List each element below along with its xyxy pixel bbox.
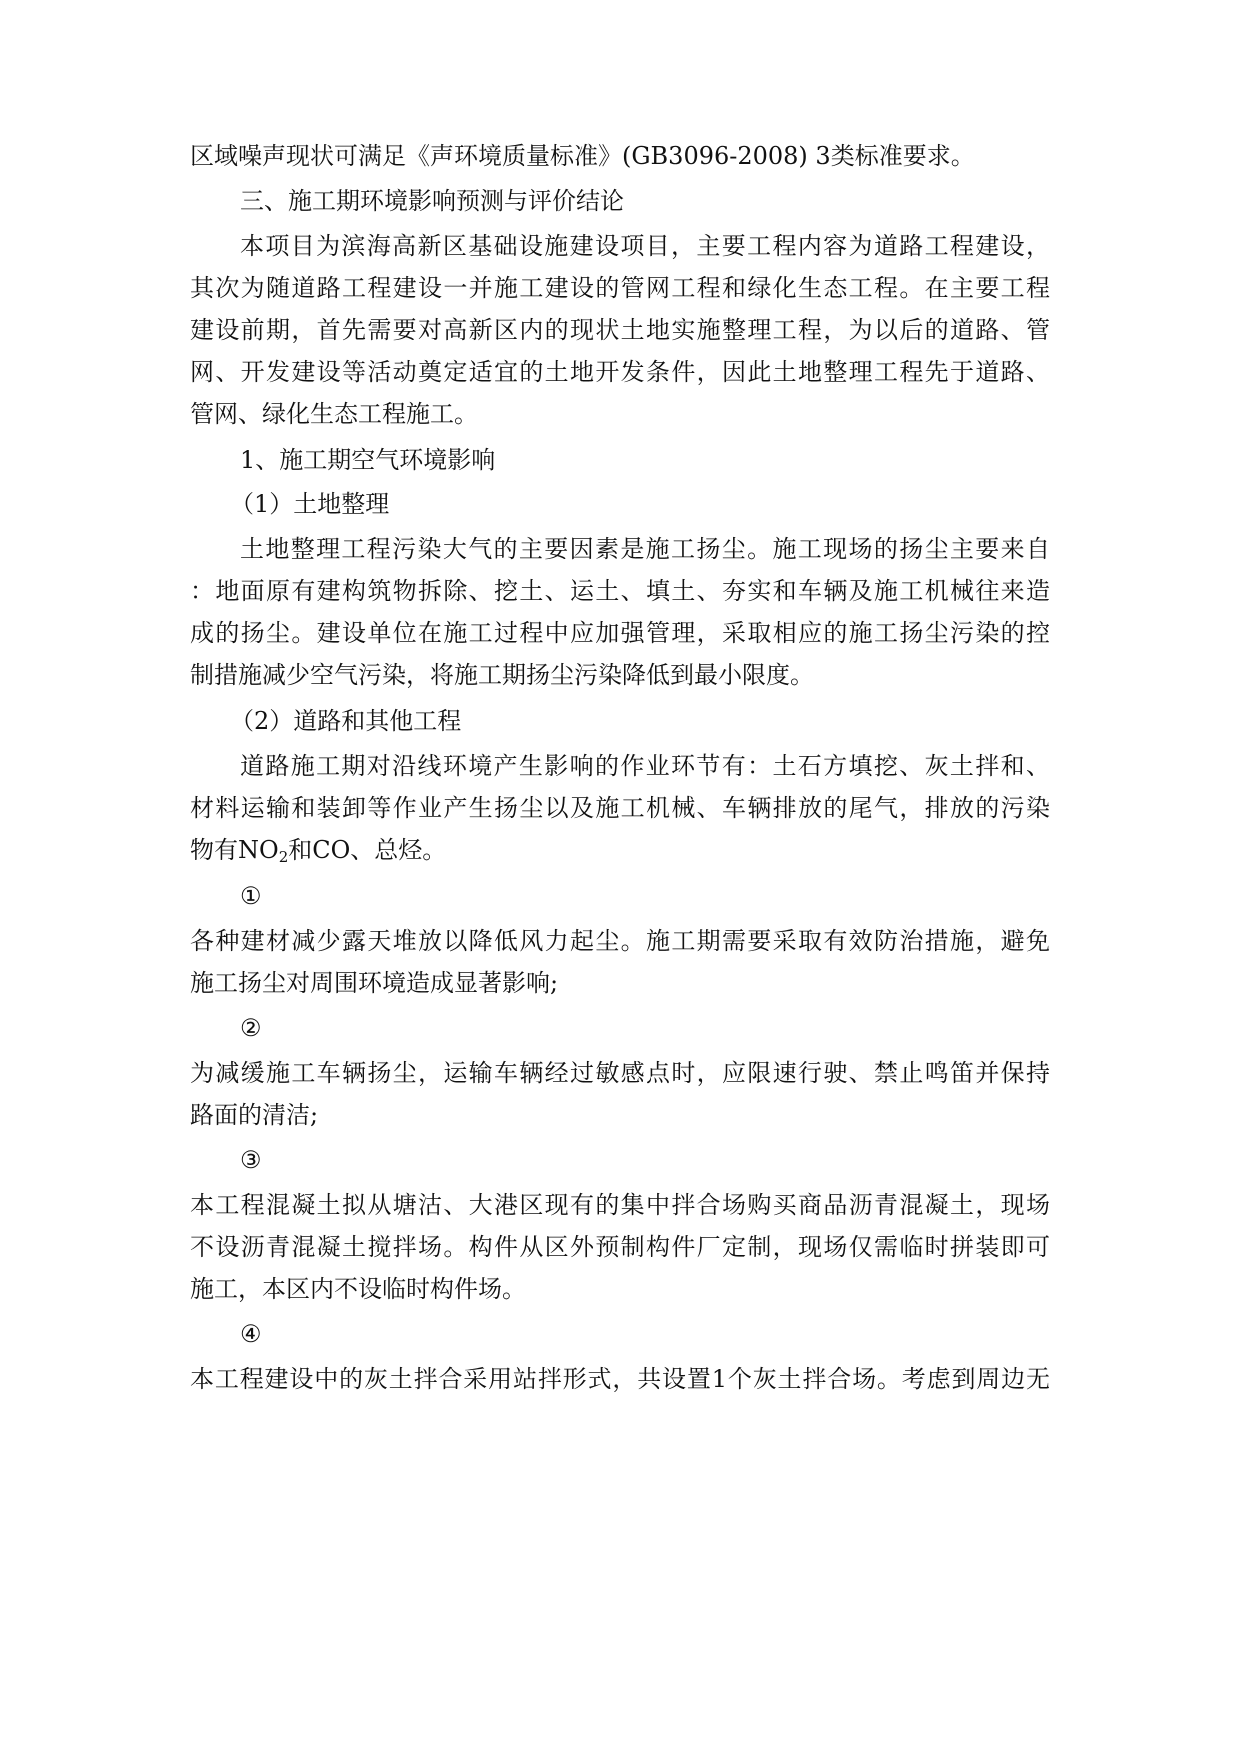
text-line: 道路施工期对沿线环境产生影响的作业环节有：土石方填挖、灰土拌和、 (240, 752, 1050, 780)
text-line: 网、开发建设等活动奠定适宜的土地开发条件，因此土地整理工程先于道路、 (190, 358, 1050, 386)
pollutant-line (190, 834, 1050, 873)
text-line: 各种建材减少露天堆放以降低风力起尘。施工期需要采取有效防治措施，避免 (190, 927, 1050, 955)
pollutant-prefix: 物有NO (190, 836, 279, 864)
text-line: 本工程建设中的灰土拌合采用站拌形式，共设置1个灰土拌合场。考虑到周边无 (190, 1365, 1050, 1393)
circled-number-2: ② (240, 1014, 262, 1042)
text-line: 本项目为滨海高新区基础设施建设项目，主要工程内容为道路工程建设， (240, 232, 1050, 260)
text-line: 本工程混凝土拟从塘沽、大港区现有的集中拌合场购买商品沥青混凝土，现场 (190, 1191, 1050, 1219)
item-heading: （1）土地整理 (230, 490, 390, 518)
circled-number-4: ④ (240, 1320, 262, 1348)
text-line: 区域噪声现状可满足《声环境质量标准》(GB3096-2008) 3类标准要求。 (190, 142, 975, 170)
pollutant-subscript: 2 (278, 848, 289, 866)
text-line: 材料运输和装卸等作业产生扬尘以及施工机械、车辆排放的尾气，排放的污染 (190, 794, 1050, 822)
item-heading: （2）道路和其他工程 (230, 707, 462, 735)
subsection-heading: 1、施工期空气环境影响 (240, 446, 496, 474)
text-line: 不设沥青混凝土搅拌场。构件从区外预制构件厂定制，现场仅需临时拼装即可 (190, 1233, 1050, 1261)
text-line: 路面的清洁; (190, 1101, 319, 1129)
circled-number-1: ① (240, 882, 262, 910)
text-line: 成的扬尘。建设单位在施工过程中应加强管理，采取相应的施工扬尘污染的控 (190, 619, 1050, 647)
text-line: 管网、绿化生态工程施工。 (190, 400, 478, 428)
text-line: 制措施减少空气污染，将施工期扬尘污染降低到最小限度。 (190, 661, 814, 689)
text-line: 其次为随道路工程建设一并施工建设的管网工程和绿化生态工程。在主要工程 (190, 274, 1050, 302)
section-heading: 三、施工期环境影响预测与评价结论 (240, 187, 624, 215)
pollutant-suffix: 和CO、总烃。 (288, 836, 447, 864)
text-line: ：地面原有建构筑物拆除、挖土、运土、填土、夯实和车辆及施工机械往来造 (190, 577, 1050, 605)
circled-number-3: ③ (240, 1146, 262, 1174)
text-line: 建设前期，首先需要对高新区内的现状土地实施整理工程，为以后的道路、管 (190, 316, 1050, 344)
text-line: 土地整理工程污染大气的主要因素是施工扬尘。施工现场的扬尘主要来自 (240, 535, 1050, 563)
text-line: 施工扬尘对周围环境造成显著影响; (190, 969, 559, 997)
text-line: 为减缓施工车辆扬尘，运输车辆经过敏感点时，应限速行驶、禁止鸣笛并保持 (190, 1059, 1050, 1087)
text-line: 施工，本区内不设临时构件场。 (190, 1275, 526, 1303)
